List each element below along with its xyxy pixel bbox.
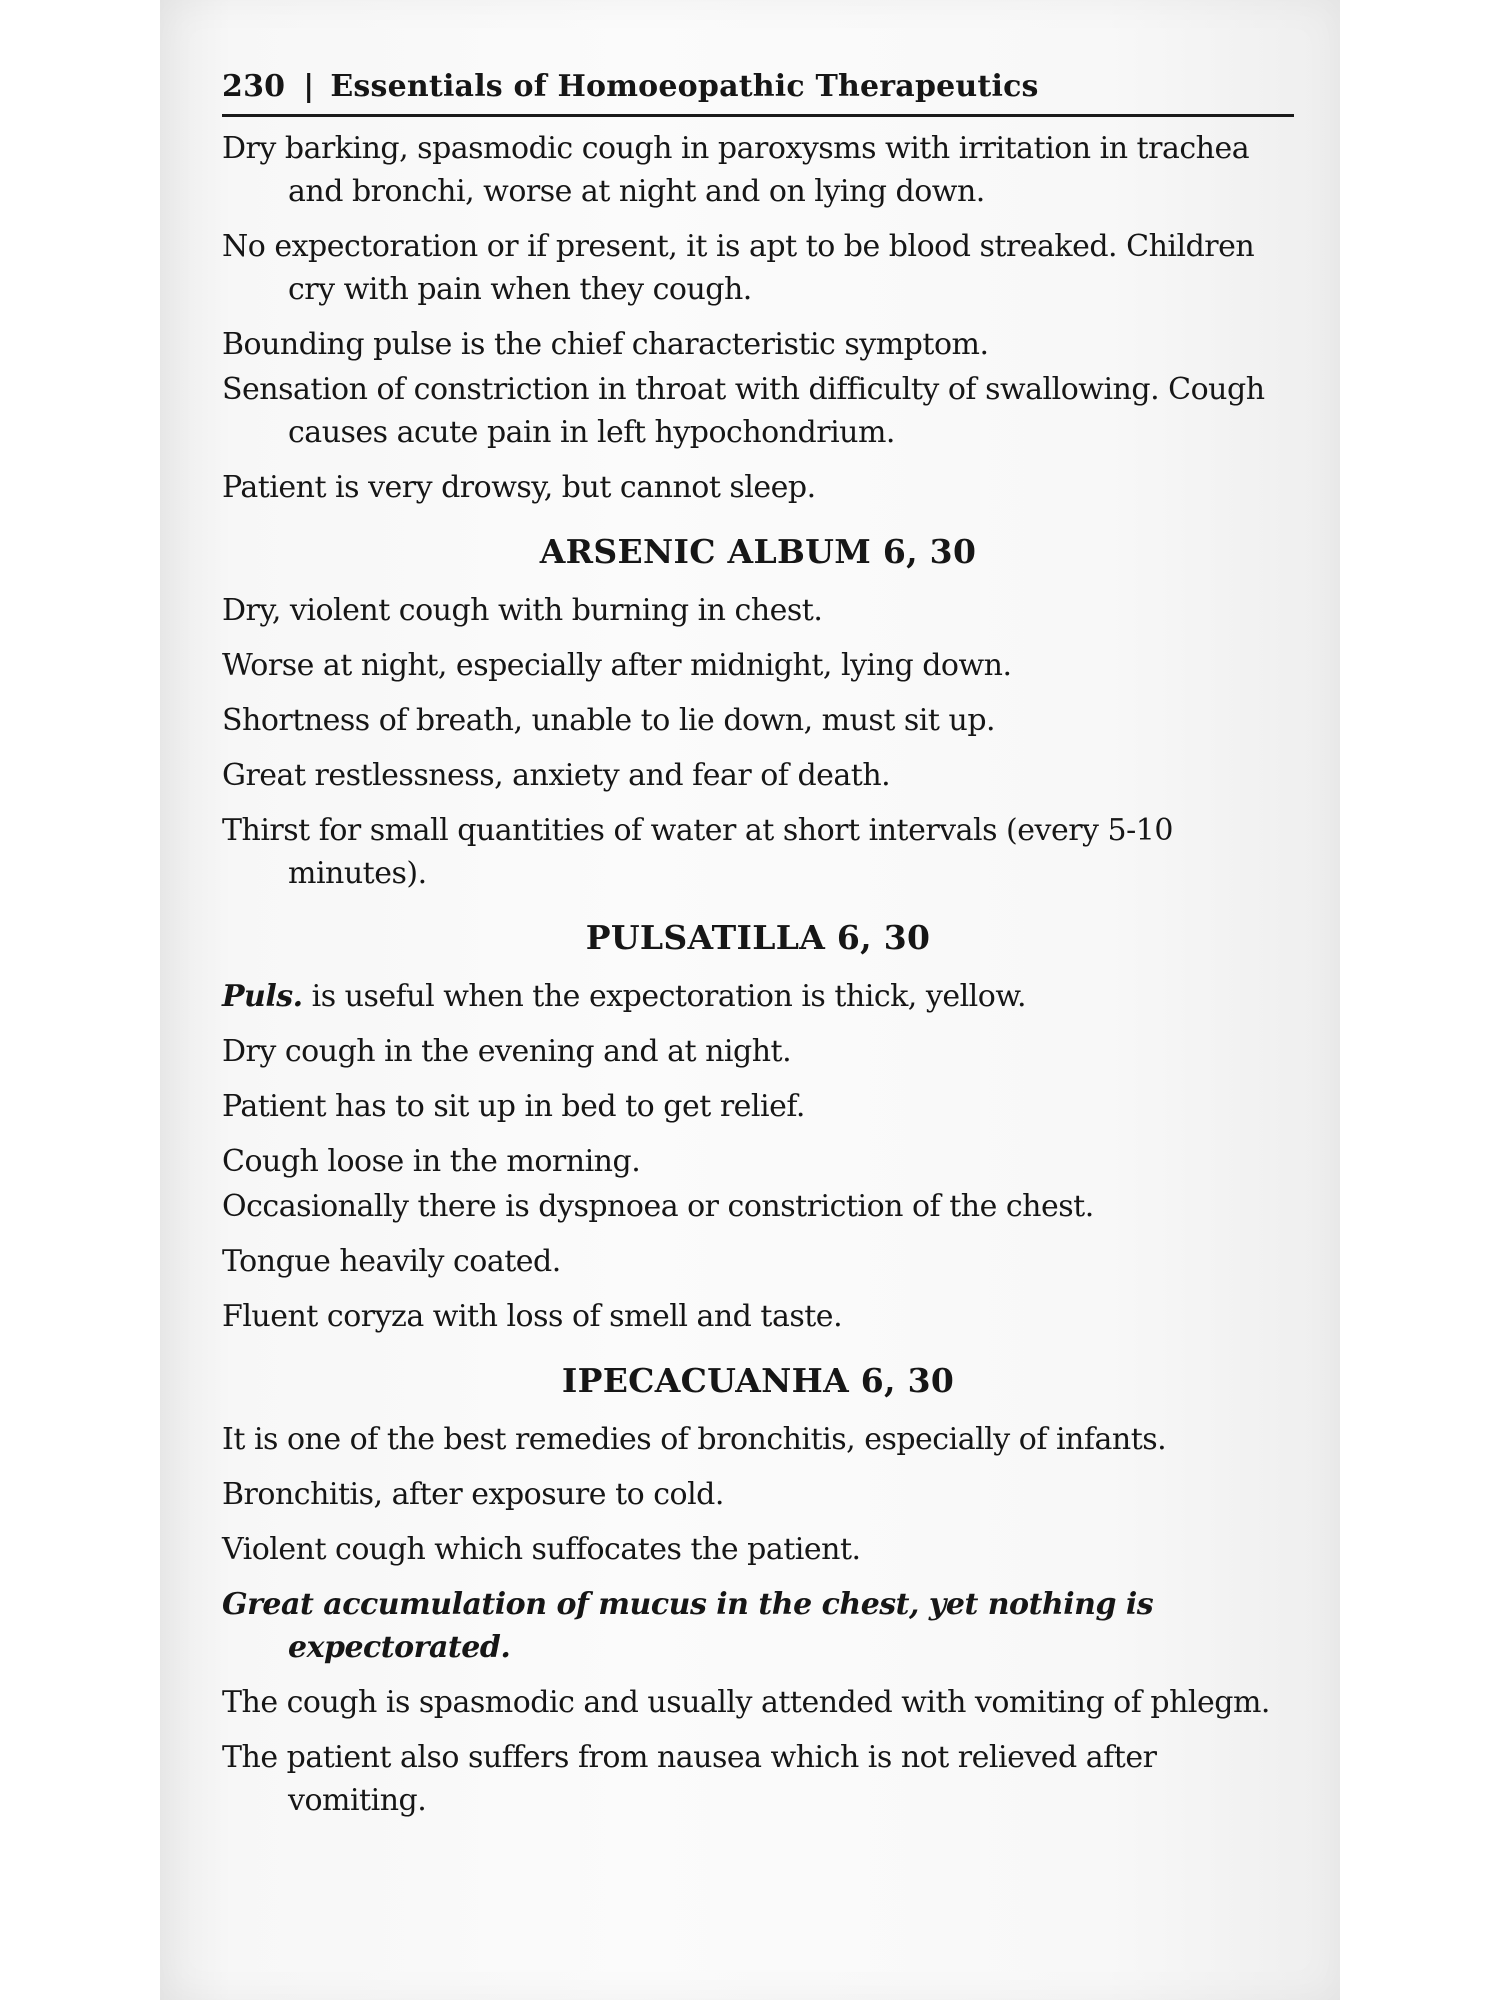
pulsatilla-line: Cough loose in the morning.	[222, 1144, 641, 1179]
header-rule	[222, 114, 1294, 117]
intro-line: Sensation of constriction in throat with difficulty of swallowing. Cough causes acute pain in left hypochondrium.	[222, 372, 1265, 450]
intro-line: No expectoration or if present, it is apt to be blood streaked. Children cry with pain when they cough.	[222, 229, 1255, 307]
ipecacuanha-emphasis-line: Great accumulation of mucus in the chest, yet nothing is expectorated.	[222, 1587, 1154, 1665]
remedy-abbreviation: Puls.	[222, 979, 303, 1014]
remedy-heading-pulsatilla: PULSATILLA 6, 30	[585, 918, 931, 957]
ipecacuanha-line: Bronchitis, after exposure to cold.	[222, 1477, 724, 1512]
intro-section	[222, 127, 1294, 509]
pulsatilla-line: Dry cough in the evening and at night.	[222, 1034, 792, 1069]
page-number: 230	[222, 69, 286, 104]
ipecacuanha-line: The patient also suffers from nausea which is not relieved after vomiting.	[222, 1740, 1157, 1818]
pulsatilla-line: Occasionally there is dyspnoea or constriction of the chest.	[222, 1189, 1094, 1224]
intro-line: Patient is very drowsy, but cannot sleep.	[222, 470, 816, 505]
pulsatilla-line: Fluent coryza with loss of smell and taste.	[222, 1299, 843, 1334]
intro-line: Bounding pulse is the chief characteristic symptom.	[222, 327, 989, 362]
pulsatilla-line-text: is useful when the expectoration is thick, yellow.	[302, 979, 1026, 1014]
arsenic-line: Worse at night, especially after midnight, lying down.	[222, 648, 1012, 683]
ipecacuanha-line: It is one of the best remedies of bronchitis, especially of infants.	[222, 1422, 1167, 1457]
pulsatilla-line: Tongue heavily coated.	[222, 1244, 561, 1279]
ipecacuanha-section	[222, 1358, 1294, 1822]
arsenic-line: Dry, violent cough with burning in chest.	[222, 593, 823, 628]
book-title: Essentials of Homoeopathic Therapeutics	[330, 69, 1039, 104]
ipecacuanha-line: The cough is spasmodic and usually attended with vomiting of phlegm.	[222, 1685, 1270, 1720]
pulsatilla-line	[222, 975, 1294, 1018]
running-header	[222, 66, 1294, 108]
pulsatilla-section	[222, 915, 1294, 1338]
page-content	[222, 66, 1294, 1834]
pulsatilla-line: Patient has to sit up in bed to get relief.	[222, 1089, 805, 1124]
arsenic-line: Shortness of breath, unable to lie down, must sit up.	[222, 703, 996, 738]
arsenic-line: Great restlessness, anxiety and fear of death.	[222, 758, 891, 793]
arsenic-section	[222, 529, 1294, 895]
remedy-heading-ipecacuanha: IPECACUANHA 6, 30	[561, 1361, 955, 1400]
ipecacuanha-line: Violent cough which suffocates the patient.	[222, 1532, 861, 1567]
book-page	[160, 0, 1340, 2000]
remedy-heading-arsenic: ARSENIC ALBUM 6, 30	[539, 532, 977, 571]
intro-line: Dry barking, spasmodic cough in paroxysms with irritation in trachea and bronchi, worse at night and on lying down.	[222, 131, 1250, 209]
arsenic-line: Thirst for small quantities of water at short intervals (every 5-10 minutes).	[222, 813, 1173, 891]
header-separator: |	[303, 69, 315, 104]
